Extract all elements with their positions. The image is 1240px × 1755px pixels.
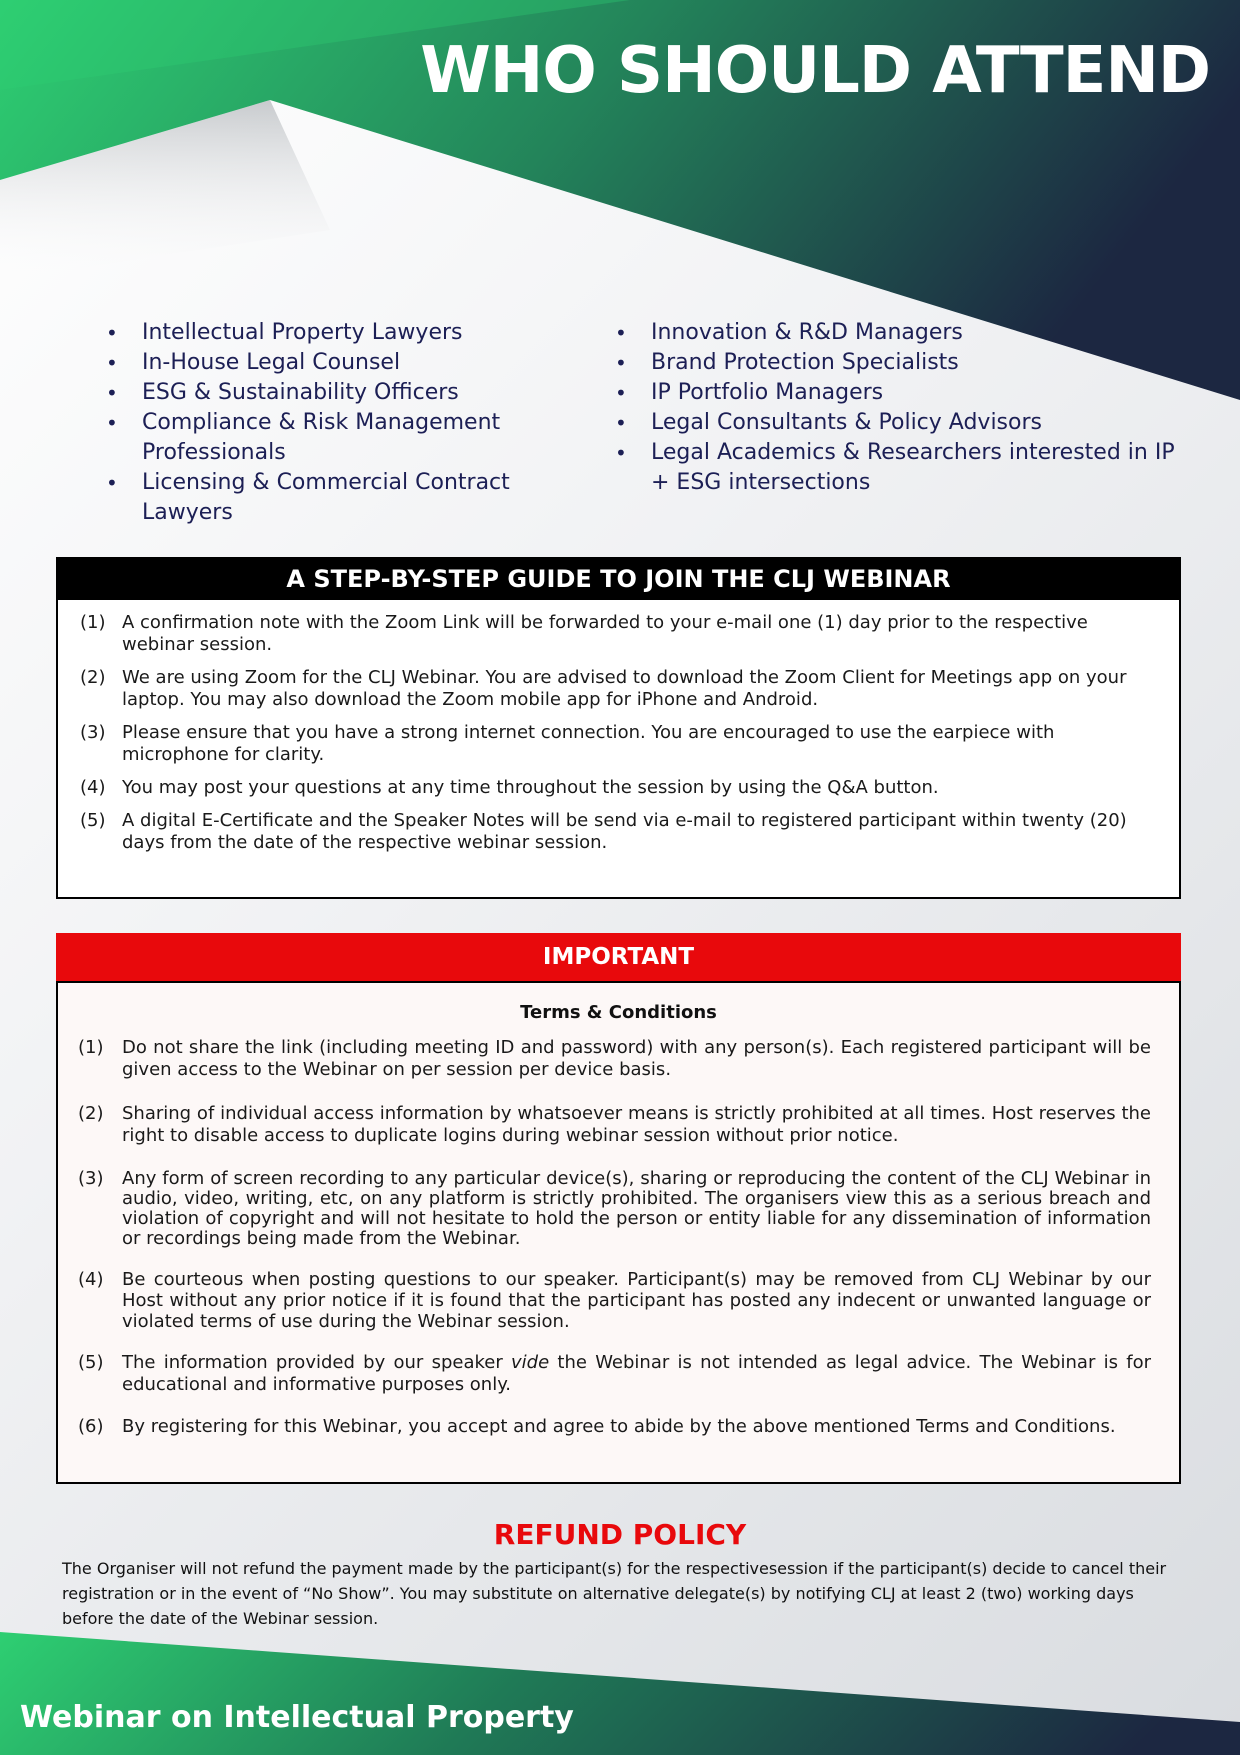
term-text: By registering for this Webinar, you accept and agree to abide by the above mentioned Terms and Conditions. [122,1416,1116,1437]
list-item: • IP Portfolio Managers [615,378,1175,408]
list-item: • Legal Academics & Researchers interested in IP + ESG intersections [615,438,1175,498]
term-number: (3) [78,1168,104,1189]
term-text: Any form of screen recording to any particular device(s), sharing or reproducing the content of the CLJ Webinar in audio, video, writing, etc, on any platform is strictly prohibited. The organisers view this as a serious breach and violation of copyright and will not hesitate to hold the person or entity liable for any dissemination of information or recordings being made from the Webinar. [122,1168,1151,1249]
guide-step [80,722,1151,766]
terms-section [56,981,1181,1484]
list-item: • Compliance & Risk Management Professionals [106,408,546,468]
guide-step [80,667,1151,711]
term-number: (2) [78,1103,104,1124]
term-text-italic: vide [510,1352,550,1373]
bottom-green-band [0,1632,1240,1755]
term-text: Do not share the link (including meeting ID and password) with any person(s). Each registered participant will be given access to the Webinar on per session per device basis. [122,1037,1151,1080]
term-text-after: the Webinar is not intended as legal advice. The Webinar is for educational and informative purposes only. [122,1352,1151,1395]
guide-step [80,777,1151,799]
term-item [78,1416,1151,1438]
guide-step [80,810,1151,854]
step-number: (3) [80,722,106,743]
term-number: (4) [78,1269,104,1290]
term-number: (5) [78,1352,104,1373]
guide-heading: A STEP-BY-STEP GUIDE TO JOIN THE CLJ WEBINAR [58,559,1179,600]
important-heading: IMPORTANT [56,933,1181,981]
guide-step [80,612,1151,656]
term-text: Be courteous when posting questions to our speaker. Participant(s) may be removed from CLJ Webinar by our Host without any prior notice if it is found that the participant has posted any indecent or unwanted language or violated terms of use during the Webinar session. [122,1269,1151,1332]
term-item [78,1037,1151,1081]
term-item [78,1169,1151,1249]
step-text: Please ensure that you have a strong internet connection. You are encouraged to use the earpiece with microphone for clarity. [122,722,1055,765]
step-text: A confirmation note with the Zoom Link will be forwarded to your e-mail one (1) day prior to the respective webinar session. [122,612,1088,655]
step-text: We are using Zoom for the CLJ Webinar. You are advised to download the Zoom Client for Meetings app on your laptop. You may also download the Zoom mobile app for iPhone and Android. [122,667,1127,710]
list-item: • Licensing & Commercial Contract Lawyers [106,468,546,528]
refund-heading: REFUND POLICY [493,1518,747,1551]
term-item [78,1269,1151,1332]
term-text: Sharing of individual access information by whatsoever means is strictly prohibited at all times. Host reserves the right to disable access to duplicate logins during webinar session without prior notice. [122,1103,1151,1146]
step-text: A digital E-Certificate and the Speaker Notes will be send via e-mail to registered participant within twenty (20) days from the date of the respective webinar session. [122,810,1127,853]
step-number: (1) [80,612,106,633]
attendee-list-left [106,318,546,528]
terms-list [58,1037,1179,1438]
list-item: • Intellectual Property Lawyers [106,318,546,348]
refund-text: The Organiser will not refund the payment made by the participant(s) for the respectivesession if the participant(s) decide to cancel their registration or in the event of “No Show”. You may substitute on alternative delegate(s) by notifying CLJ at least 2 (two) working days before the date of the Webinar session. [62,1559,1167,1628]
footer-title: Webinar on Intellectual Property [20,1700,574,1735]
list-item: • In-House Legal Counsel [106,348,546,378]
list-item: • Legal Consultants & Policy Advisors [615,408,1175,438]
term-item [78,1352,1151,1396]
term-text-before: The information provided by our speaker [122,1352,511,1373]
step-number: (4) [80,777,106,798]
term-number: (6) [78,1416,104,1437]
step-text: You may post your questions at any time throughout the session by using the Q&A button. [122,777,939,798]
term-item [78,1103,1151,1147]
attendee-list-right [615,318,1175,498]
step-number: (2) [80,667,106,688]
step-number: (5) [80,810,106,831]
page-title: WHO SHOULD ATTEND [420,34,1210,108]
guide-steps [58,600,1179,854]
terms-subtitle: Terms & Conditions [520,1002,717,1023]
term-number: (1) [78,1037,104,1058]
list-item: • Brand Protection Specialists [615,348,1175,378]
list-item: • Innovation & R&D Managers [615,318,1175,348]
list-item: • ESG & Sustainability Officers [106,378,546,408]
guide-section [56,557,1181,899]
